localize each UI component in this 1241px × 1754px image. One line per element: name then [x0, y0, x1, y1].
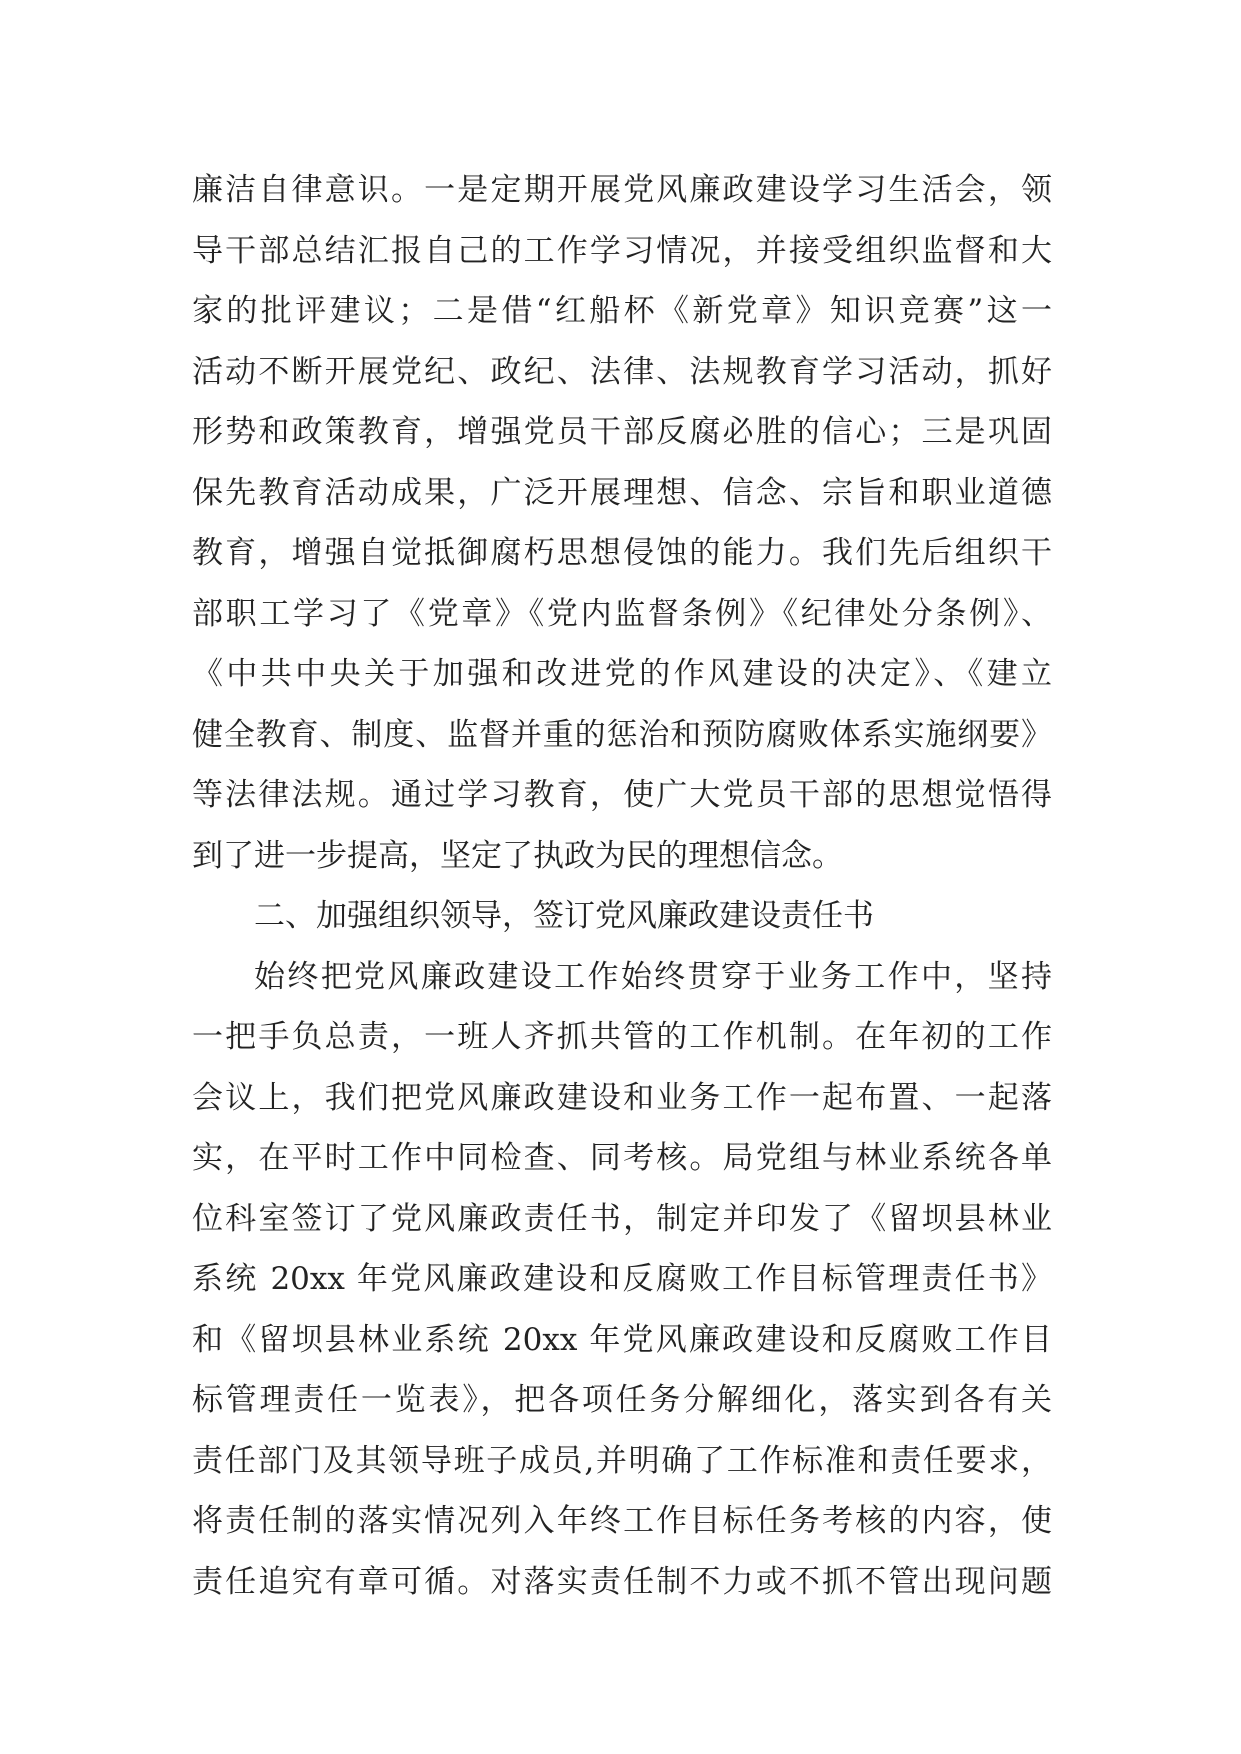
text-line: 会议上，我们把党风廉政建设和业务工作一起布置、一起落 — [192, 1079, 1052, 1116]
text-line: 到了进一步提高，坚定了执政为民的理想信念。 — [192, 837, 843, 874]
text-line: 位科室签订了党风廉政责任书，制定并印发了《留坝县林业 — [192, 1200, 1052, 1237]
text-line: 廉洁自律意识。一是定期开展党风廉政建设学习生活会，领 — [192, 172, 1052, 208]
text-line: 形势和政策教育，增强党员干部反腐必胜的信心；三是巩固 — [192, 414, 1052, 450]
text-line: 系统 20xx 年党风廉政建设和反腐败工作目标管理责任书》 — [192, 1261, 1052, 1297]
paragraph-2 — [192, 947, 1052, 1613]
text-line: 实，在平时工作中同检查、同考核。局党组与林业系统各单 — [192, 1140, 1052, 1176]
text-line: 责任部门及其领导班子成员,并明确了工作标准和责任要求， — [192, 1442, 1052, 1479]
text-line: 将责任制的落实情况列入年终工作目标任务考核的内容，使 — [192, 1503, 1052, 1539]
text-line: 和《留坝县林业系统 20xx 年党风廉政建设和反腐败工作目 — [192, 1321, 1052, 1358]
paragraph-1 — [192, 160, 1052, 886]
text-line: 责任追究有章可循。对落实责任制不力或不抓不管出现问题 — [192, 1563, 1052, 1600]
text-line: 家的批评建议；二是借“红船杯《新党章》知识竞赛”这一 — [192, 293, 1052, 329]
section-heading: 二、加强组织领导，签订党风廉政建设责任书 — [254, 898, 874, 934]
text-line: 保先教育活动成果，广泛开展理想、信念、宗旨和职业道德 — [192, 474, 1052, 511]
text-line: 标管理责任一览表》，把各项任务分解细化，落实到各有关 — [192, 1382, 1052, 1418]
text-line: 导干部总结汇报自己的工作学习情况，并接受组织监督和大 — [192, 232, 1052, 269]
text-line: 部职工学习了《党章》《党内监督条例》《纪律处分条例》、 — [192, 595, 1052, 632]
text-line: 始终把党风廉政建设工作始终贯穿于业务工作中，坚持 — [254, 958, 1052, 995]
text-line: 一把手负总责，一班人齐抓共管的工作机制。在年初的工作 — [192, 1019, 1052, 1055]
text-line: 等法律法规。通过学习教育，使广大党员干部的思想觉悟得 — [192, 777, 1052, 813]
text-line: 健全教育、制度、监督并重的惩治和预防腐败体系实施纲要》 — [192, 716, 1052, 753]
text-line: 活动不断开展党纪、政纪、法律、法规教育学习活动，抓好 — [192, 353, 1052, 390]
text-line: 《中共中央关于加强和改进党的作风建设的决定》、《建立 — [192, 656, 1052, 692]
document-page — [192, 160, 1052, 1612]
text-line: 教育，增强自觉抵御腐朽思想侵蚀的能力。我们先后组织干 — [192, 535, 1052, 571]
